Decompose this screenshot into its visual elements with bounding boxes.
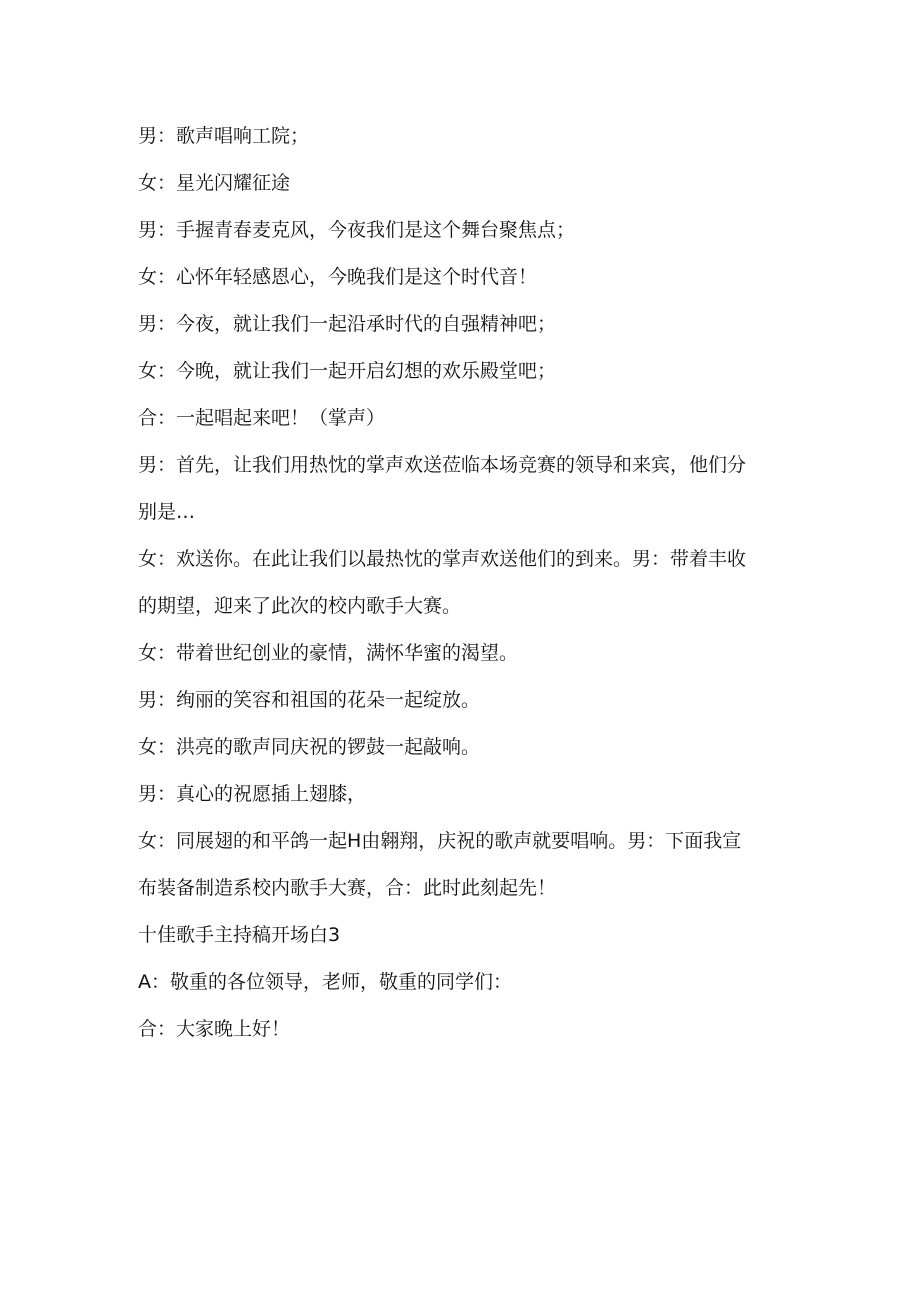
text-line: 合：一起唱起来吧！（掌声） bbox=[138, 407, 386, 429]
text-line: 女：洪亮的歌声同庆祝的锣鼓一起敲响。 bbox=[138, 736, 481, 758]
text-line: 女：欢送你。在此让我们以最热忱的掌声欢送他们的到来。男：带着丰收 bbox=[138, 548, 747, 570]
document-body bbox=[138, 113, 788, 1053]
text-line: 女：心怀年轻感恩心，今晚我们是这个时代音！ bbox=[138, 266, 538, 288]
text-line: 男：今夜，就让我们一起沿承时代的自强精神吧； bbox=[138, 313, 557, 335]
text-line: 女：带着世纪创业的豪情，满怀华蜜的渴望。 bbox=[138, 642, 519, 664]
text-line: 男：歌声唱响工院； bbox=[138, 125, 310, 147]
text-line: 女：今晚，就让我们一起开启幻想的欢乐殿堂吧； bbox=[138, 360, 557, 382]
text-line: 女：星光闪耀征途 bbox=[138, 172, 291, 194]
text-line: 女：同展翅的和平鸽一起H由翱翔，庆祝的歌声就要唱响。男：下面我宣 bbox=[138, 830, 742, 852]
text-line: 的期望，迎来了此次的校内歌手大赛。 bbox=[138, 595, 462, 617]
text-line: 别是… bbox=[138, 501, 196, 523]
text-line: 男：首先，让我们用热忱的掌声欢送莅临本场竞赛的领导和来宾，他们分 bbox=[138, 454, 747, 476]
text-line: 男：手握青春麦克风，今夜我们是这个舞台聚焦点； bbox=[138, 219, 576, 241]
text-line: 合：大家晚上好！ bbox=[138, 1018, 291, 1040]
text-line: 男：绚丽的笑容和祖国的花朵一起绽放。 bbox=[138, 689, 481, 711]
section-heading: 十佳歌手主持稿开场白3 bbox=[138, 924, 341, 946]
text-line: 布装备制造系校内歌手大赛，合：此时此刻起先！ bbox=[138, 877, 557, 899]
text-line: 男：真心的祝愿插上翅膝， bbox=[138, 783, 367, 805]
text-line: A：敬重的各位领导，老师，敬重的同学们： bbox=[138, 971, 512, 993]
